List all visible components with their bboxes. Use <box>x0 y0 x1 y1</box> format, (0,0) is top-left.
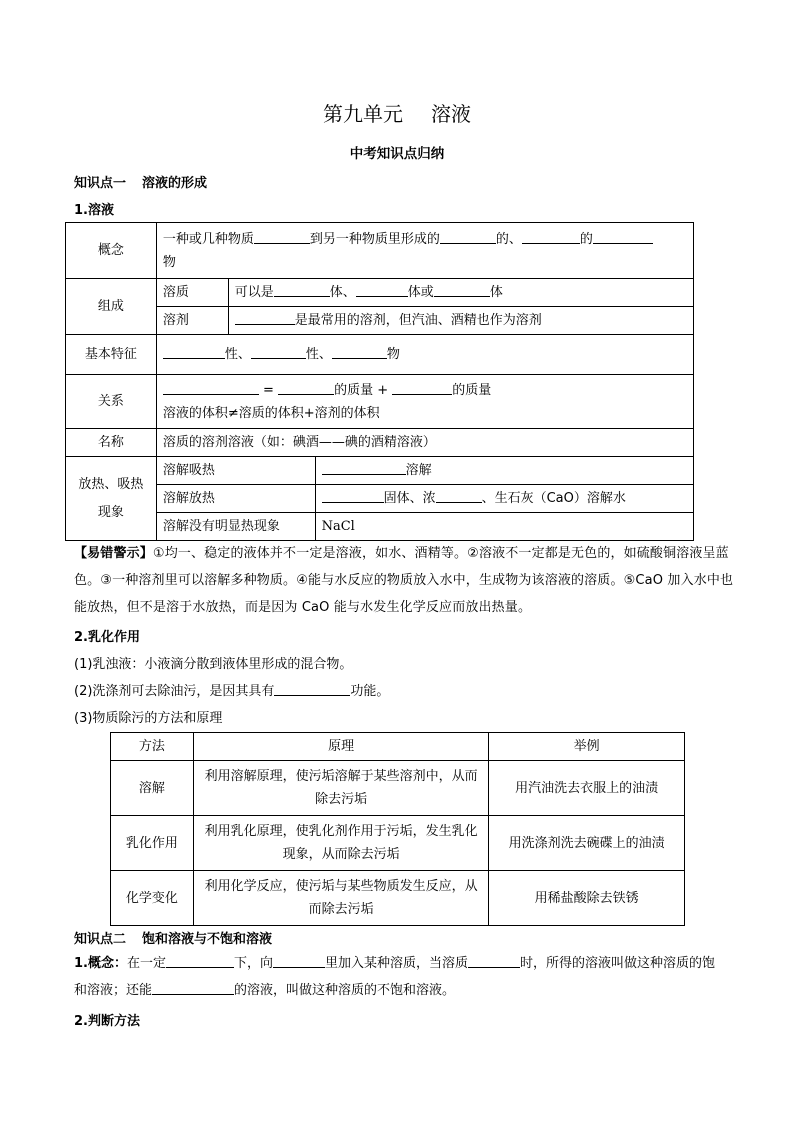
blank <box>278 382 334 395</box>
kp1-label: 知识点一 <box>74 176 127 191</box>
warning-label: 【易错警示】 <box>74 546 153 561</box>
solvent-label: 溶剂 <box>156 307 228 335</box>
principle-cell: 利用化学反应，使污垢与某些物质发生反应，从而除去污垢 <box>193 871 488 926</box>
table-header-row <box>111 733 685 761</box>
example-cell: 用稀盐酸除去铁锈 <box>489 871 685 926</box>
title-topic: 溶液 <box>431 102 471 126</box>
table-row <box>66 307 694 335</box>
blank <box>251 346 306 359</box>
features-cell: 性、 性、 物 <box>156 335 693 375</box>
header-method: 方法 <box>111 733 194 761</box>
kp1-title: 溶液的形成 <box>142 176 208 191</box>
solution-table <box>65 222 694 541</box>
blank <box>322 490 384 503</box>
table-row <box>66 429 694 457</box>
method-cell: 乳化作用 <box>111 816 194 871</box>
page-subtitle: 中考知识点归纳 <box>349 146 445 162</box>
principle-cell: 利用溶解原理，使污垢溶解于某些溶剂中，从而除去污垢 <box>193 761 488 816</box>
heat-release-cell: 固体、浓 、生石灰（CaO）溶解水 <box>315 485 693 513</box>
blank <box>440 231 496 244</box>
header-example: 举例 <box>489 733 685 761</box>
blank <box>322 462 406 475</box>
blank <box>434 284 490 297</box>
table-row <box>66 485 694 513</box>
no-heat-label: 溶解没有明显热现象 <box>156 513 315 541</box>
solute-cell: 可以是 体、 体或 体 <box>228 279 693 307</box>
knowledge-point-1-heading <box>74 172 207 191</box>
kp2-title: 饱和溶液与不饱和溶液 <box>142 932 273 947</box>
table-row <box>66 375 694 429</box>
blank <box>235 312 295 325</box>
row-label-composition: 组成 <box>66 279 157 335</box>
row-label-relation: 关系 <box>66 375 157 429</box>
table-row <box>66 279 694 307</box>
blank <box>593 231 653 244</box>
row-label-heat: 放热、吸热现象 <box>66 457 157 541</box>
blank <box>332 346 387 359</box>
table-row <box>66 513 694 541</box>
method-cell: 溶解 <box>111 761 194 816</box>
no-heat-cell: NaCl <box>315 513 693 541</box>
blank <box>166 955 234 968</box>
header-principle: 原理 <box>193 733 488 761</box>
blank <box>468 955 520 968</box>
table-row <box>111 816 685 871</box>
row-label-features: 基本特征 <box>66 335 157 375</box>
cleaning-methods-heading: (3)物质除污的方法和原理 <box>74 711 223 726</box>
blank <box>273 955 325 968</box>
cleaning-methods-table <box>110 732 685 926</box>
concept-cell: 一种或几种物质 到另一种物质里形成的 的、 的 物 <box>156 223 693 279</box>
table-row <box>66 223 694 279</box>
blank <box>356 284 408 297</box>
section-judgement-heading: 2.判断方法 <box>74 1014 140 1029</box>
blank <box>436 490 482 503</box>
blank <box>392 382 452 395</box>
example-cell: 用汽油洗去衣服上的油渍 <box>489 761 685 816</box>
blank <box>152 982 234 995</box>
blank <box>163 382 259 395</box>
title-unit: 第九单元 <box>323 102 403 126</box>
section-emulsification-heading: 2.乳化作用 <box>74 630 140 645</box>
blank <box>163 346 225 359</box>
heat-absorb-label: 溶解吸热 <box>156 457 315 485</box>
example-cell: 用洗涤剂洗去碗碟上的油渍 <box>489 816 685 871</box>
blank <box>274 284 330 297</box>
error-warning-paragraph <box>74 540 734 621</box>
detergent-line: (2)洗涤剂可去除油污，是因其具有 功能。 <box>74 684 390 699</box>
warning-text: ①均一、稳定的液体并不一定是溶液，如水、酒精等。②溶液不一定都是无色的，如硫酸铜溶液呈蓝色。③一种溶剂里可以溶解多种物质。④能与水反应的物质放入水中，生成物为该溶液的溶质。⑤CaO 加入水中也能放热，但不是溶于水放热，而是因为 CaO 能与水发生化学反应而放出热量。 <box>74 546 734 615</box>
table-row <box>111 871 685 926</box>
heat-absorb-cell: 溶解 <box>315 457 693 485</box>
solvent-cell: 是最常用的溶剂，但汽油、酒精也作为溶剂 <box>228 307 693 335</box>
heat-release-label: 溶解放热 <box>156 485 315 513</box>
page-title <box>0 98 794 127</box>
relation-cell: = 的质量 + 的质量 溶液的体积≠溶质的体积+溶剂的体积 <box>156 375 693 429</box>
table-row <box>66 457 694 485</box>
kp2-label: 知识点二 <box>74 932 127 947</box>
emulsion-definition: (1)乳浊液：小液滴分散到液体里形成的混合物。 <box>74 657 353 672</box>
blank <box>522 231 580 244</box>
table-row <box>66 335 694 375</box>
blank <box>274 683 350 696</box>
method-cell: 化学变化 <box>111 871 194 926</box>
solute-label: 溶质 <box>156 279 228 307</box>
section-solution-heading: 1.溶液 <box>74 203 114 218</box>
saturated-concept-paragraph: 1.概念：在一定 下，向 里加入某种溶质，当溶质 时，所得的溶液叫做这种溶质的饱和溶液；还能 的溶液，叫做这种溶质的不饱和溶液。 <box>74 956 716 998</box>
principle-cell: 利用乳化原理，使乳化剂作用于污垢，发生乳化现象，从而除去污垢 <box>193 816 488 871</box>
row-label-name: 名称 <box>66 429 157 457</box>
row-label-concept: 概念 <box>66 223 157 279</box>
knowledge-point-2-heading <box>74 928 272 947</box>
name-cell: 溶质的溶剂溶液（如：碘酒——碘的酒精溶液） <box>156 429 693 457</box>
blank <box>254 231 310 244</box>
table-row <box>111 761 685 816</box>
